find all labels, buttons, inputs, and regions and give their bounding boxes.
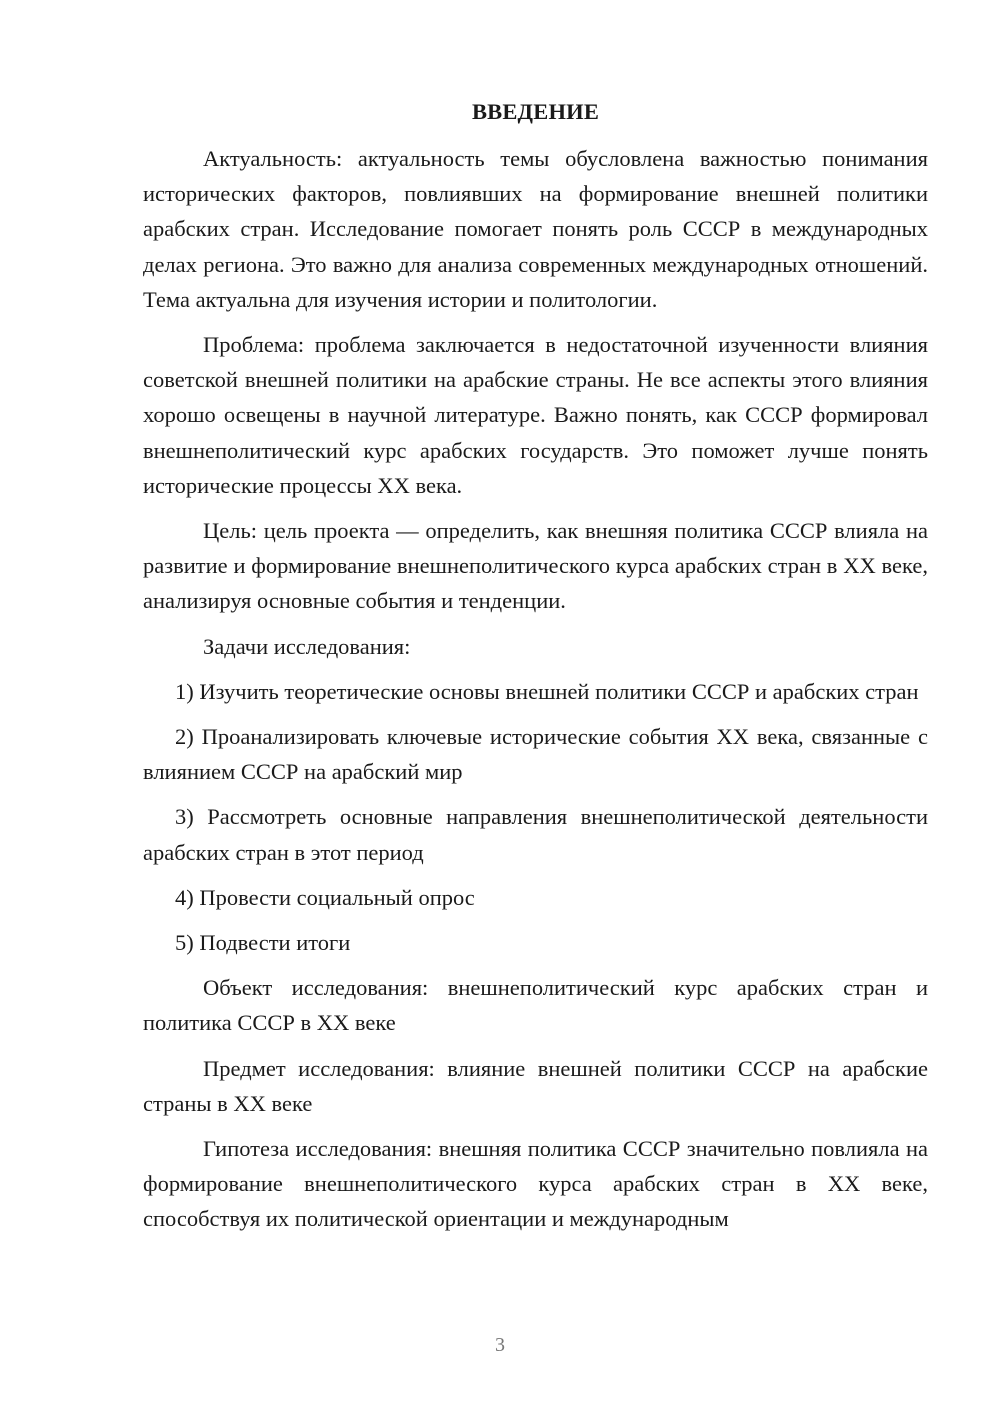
page-content <box>143 94 928 1247</box>
object-paragraph: Объект исследования: внешнеполитический курс арабских стран и политика СССР в XX веке <box>143 975 928 1036</box>
page-number: 3 <box>495 1334 505 1356</box>
task-item-2: 2) Проанализировать ключевые исторические события XX века, связанные с влиянием СССР на арабский мир <box>143 724 928 785</box>
hypothesis-paragraph: Гипотеза исследования: внешняя политика СССР значительно повлияла на формирование внешнеполитического курса арабских стран в XX веке, способствуя их политической ориентации и международным <box>143 1136 928 1232</box>
tasks-title: Задачи исследования: <box>203 633 411 659</box>
section-heading: ВВЕДЕНИЕ <box>471 99 600 124</box>
relevance-paragraph: Актуальность: актуальность темы обусловлена важностью понимания исторических факторов, повлиявших на формирование внешней политики арабских стран. Исследование помогает понять роль СССР в международных делах региона. Это важно для анализа современных международных отношений. Тема актуальна для изучения истории и политологии. <box>143 146 928 312</box>
goal-paragraph: Цель: цель проекта — определить, как внешняя политика СССР влияла на развитие и формирование внешнеполитического курса арабских стран в XX веке, анализируя основные события и тенденции. <box>143 518 928 614</box>
task-item-3: 3) Рассмотреть основные направления внешнеполитической деятельности арабских стран в этот период <box>143 804 928 865</box>
subject-paragraph: Предмет исследования: влияние внешней политики СССР на арабские страны в XX веке <box>143 1055 928 1116</box>
problem-paragraph: Проблема: проблема заключается в недостаточной изученности влияния советской внешней политики на арабские страны. Не все аспекты этого влияния хорошо освещены в научной литературе. Важно понять, как СССР формировал внешнеполитический курс арабских государств. Это поможет лучше понять исторические процессы XX века. <box>143 332 928 498</box>
task-item-4: 4) Провести социальный опрос <box>175 884 475 910</box>
task-item-1: 1) Изучить теоретические основы внешней политики СССР и арабских стран <box>175 678 919 704</box>
task-item-5: 5) Подвести итоги <box>175 930 351 956</box>
